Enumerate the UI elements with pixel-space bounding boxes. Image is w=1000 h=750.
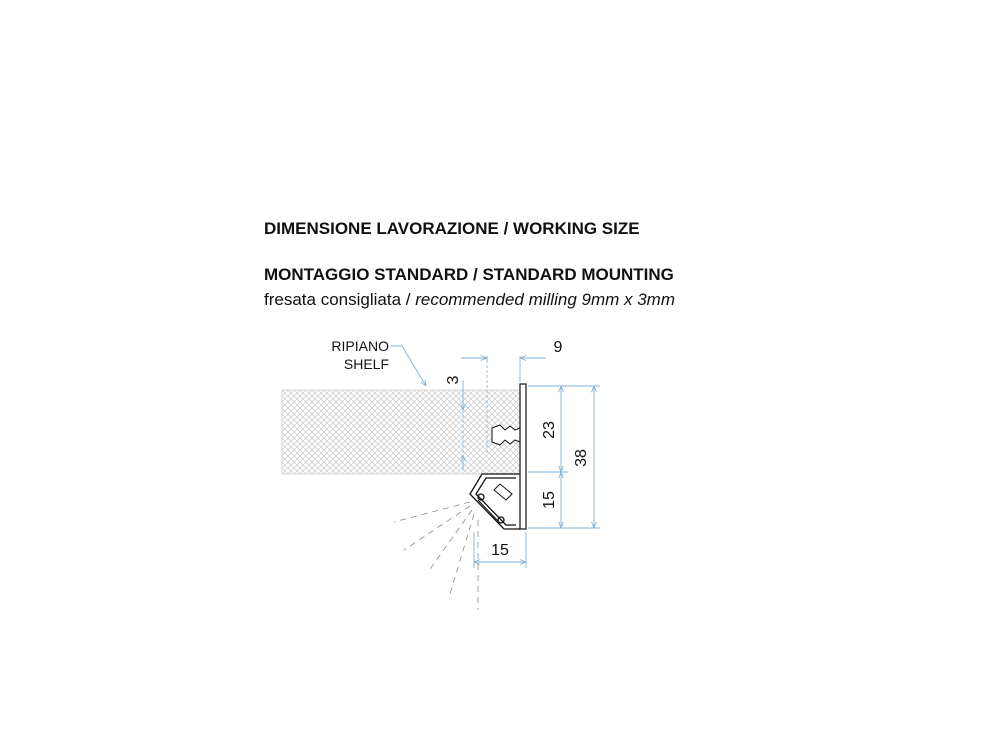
dimension-3: 3 (445, 375, 462, 385)
label-ripiano: RIPIANO (331, 338, 389, 354)
label-shelf: SHELF (343, 356, 389, 372)
led-corner-profile (470, 474, 520, 529)
shelf-panel (282, 390, 520, 474)
dimension-15-vertical: 15 (541, 491, 558, 509)
heading-working-size: DIMENSIONE LAVORAZIONE / WORKING SIZE (264, 219, 640, 238)
dimension-9: 9 (553, 339, 563, 356)
dimension-15-horizontal: 15 (491, 542, 509, 559)
dimension-23: 23 (541, 421, 558, 439)
light-beams (394, 502, 478, 610)
dimension-38: 38 (573, 449, 590, 467)
heading-standard-mounting: MONTAGGIO STANDARD / STANDARD MOUNTING (264, 265, 674, 284)
milling-italian-text: fresata consigliata / (264, 290, 416, 309)
milling-english-text: recommended milling 9mm x 3mm (415, 290, 675, 309)
edge-profile (520, 384, 526, 529)
